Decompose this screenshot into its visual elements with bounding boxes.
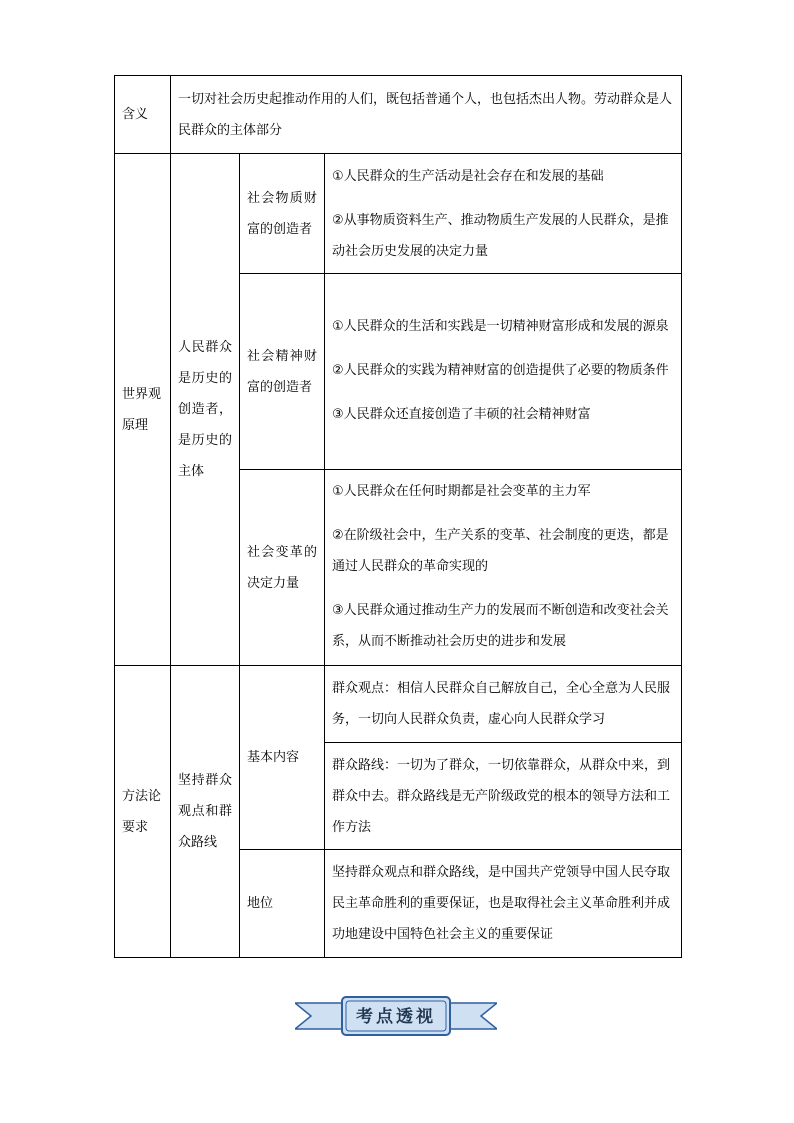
spiritual-wealth-label: 社会精神财富的创造者 xyxy=(240,274,325,470)
point: ②人民群众的实践为精神财富的创造提供了必要的物质条件 xyxy=(332,363,669,378)
knowledge-table xyxy=(114,75,682,958)
point: ②在阶级社会中，生产关系的变革、社会制度的更迭，都是通过人民群众的革命实现的 xyxy=(332,528,669,574)
point: ③人民群众还直接创造了丰硕的社会精神财富 xyxy=(332,407,591,422)
meaning-text: 一切对社会历史起推动作用的人们，既包括普通个人，也包括杰出人物。劳动群众是人民群众的主体部分 xyxy=(171,76,682,154)
social-change-points xyxy=(325,470,682,666)
methodology-label: 方法论要求 xyxy=(115,666,171,958)
material-wealth-points xyxy=(325,154,682,274)
banner-title: 考点透视 xyxy=(356,1007,436,1027)
banner-graphic xyxy=(295,996,497,1036)
spiritual-wealth-points xyxy=(325,274,682,470)
basic-content-label: 基本内容 xyxy=(240,666,325,850)
mass-viewpoint-text: 群众观点：相信人民群众自己解放自己，全心全意为人民服务，一切向人民群众负责，虚心向人民群众学习 xyxy=(325,666,682,743)
point: ①人民群众的生活和实践是一切精神财富形成和发展的源泉 xyxy=(332,319,669,334)
worldview-label: 世界观原理 xyxy=(115,154,171,666)
worldview-row-material xyxy=(115,154,682,274)
status-label: 地位 xyxy=(240,850,325,958)
material-wealth-label: 社会物质财富的创造者 xyxy=(240,154,325,274)
banner-ribbon-right xyxy=(445,1003,497,1029)
status-text: 坚持群众观点和群众路线，是中国共产党领导中国人民夺取民主革命胜利的重要保证，也是取得社会主义革命胜利并成功地建设中国特色社会主义的重要保证 xyxy=(325,850,682,958)
social-change-label: 社会变革的决定力量 xyxy=(240,470,325,666)
section-banner xyxy=(295,996,497,1036)
method-row-basic-1 xyxy=(115,666,682,743)
banner-ribbon-left xyxy=(295,1003,347,1029)
point: ①人民群众在任何时期都是社会变革的主力军 xyxy=(332,484,591,499)
point: ①人民群众的生产活动是社会存在和发展的基础 xyxy=(332,168,604,184)
point: ②从事物质资料生产、推动物质生产发展的人民群众，是推动社会历史发展的决定力量 xyxy=(332,212,669,259)
mass-line-text: 群众路线：一切为了群众，一切依靠群众，从群众中来，到群众中去。群众路线是无产阶级政党的根本的领导方法和工作方法 xyxy=(325,743,682,850)
worldview-topic: 人民群众是历史的创造者，是历史的主体 xyxy=(171,154,240,666)
methodology-topic: 坚持群众观点和群众路线 xyxy=(171,666,240,958)
point: ③人民群众通过推动生产力的发展而不断创造和改变社会关系，从而不断推动社会历史的进步和发展 xyxy=(332,603,669,649)
meaning-row xyxy=(115,76,682,154)
meaning-label: 含义 xyxy=(115,76,171,154)
